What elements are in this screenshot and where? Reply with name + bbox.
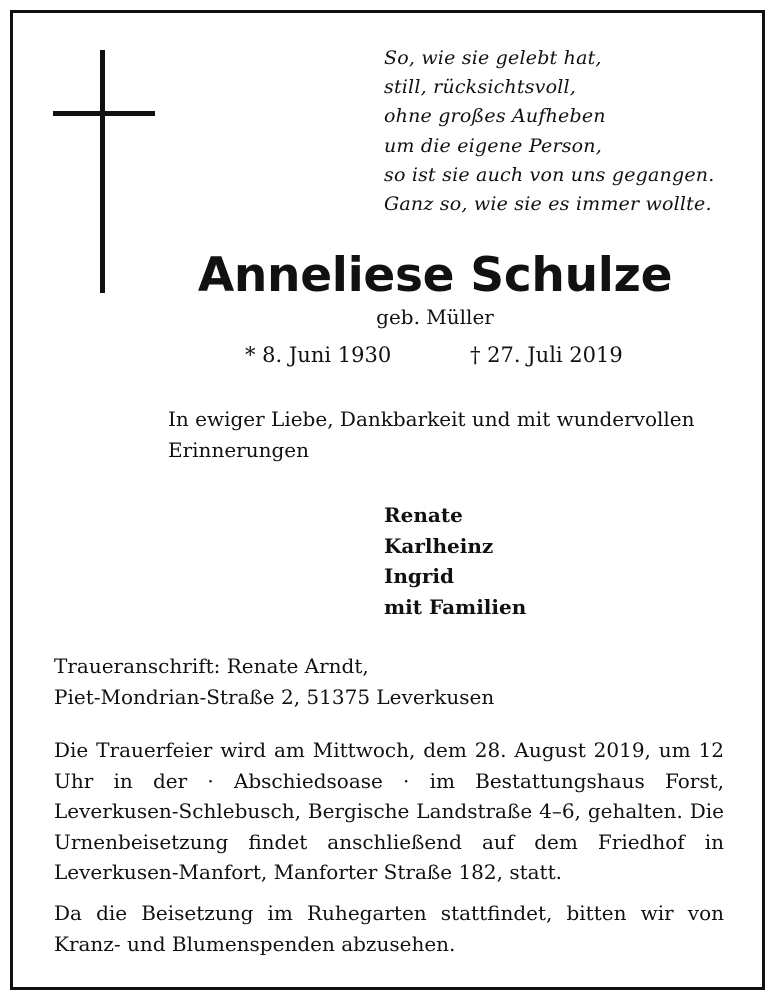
mourner-name: mit Familien: [384, 594, 527, 619]
poem-line: um die eigene Person,: [384, 134, 602, 157]
poem-line: So, wie sie gelebt hat,: [384, 47, 602, 69]
mourners-list: [384, 500, 526, 622]
cross-horizontal-bar: [53, 111, 155, 116]
mourner-name: Renate: [384, 503, 463, 527]
birth-name: geb. Müller: [376, 305, 494, 329]
poem-line: still, rücksichtsvoll,: [384, 76, 577, 99]
poem-line: Ganz so, wie sie es immer wollte.: [384, 193, 712, 216]
birth-date: * 8. Juni 1930: [245, 343, 392, 367]
mourner-name: Ingrid: [384, 564, 454, 588]
funeral-details: Die Trauerfeier wird am Mittwoch, dem 28. August 2019, um 12 Uhr in der · Abschiedsoase · im Bestattungshaus Forst, Leverkusen-Schlebusch, Bergische Landstraße 4–6, gehalten. Die Urnenbeisetzung findet anschließend auf dem Friedhof in Leverkusen-Manfort, Manforter Straße 182, statt.: [54, 738, 724, 884]
dedication-text: In ewiger Liebe, Dankbarkeit und mit wundervollen Erinnerungen: [168, 407, 695, 462]
mourning-address: [54, 651, 494, 713]
death-date: † 27. Juli 2019: [470, 343, 623, 367]
flowers-notice: Da die Beisetzung im Ruhegarten stattfindet, bitten wir von Kranz- und Blumenspenden abzusehen.: [54, 901, 724, 956]
poem-line: so ist sie auch von uns gegangen.: [384, 163, 715, 186]
deceased-name: Anneliese Schulze: [197, 248, 673, 303]
address-line: Piet-Mondrian-Straße 2, 51375 Leverkusen: [54, 685, 495, 709]
poem: [384, 44, 714, 219]
poem-line: ohne großes Aufheben: [384, 105, 606, 128]
address-line: Traueranschrift: Renate Arndt,: [54, 654, 369, 678]
mourner-name: Karlheinz: [384, 533, 494, 558]
